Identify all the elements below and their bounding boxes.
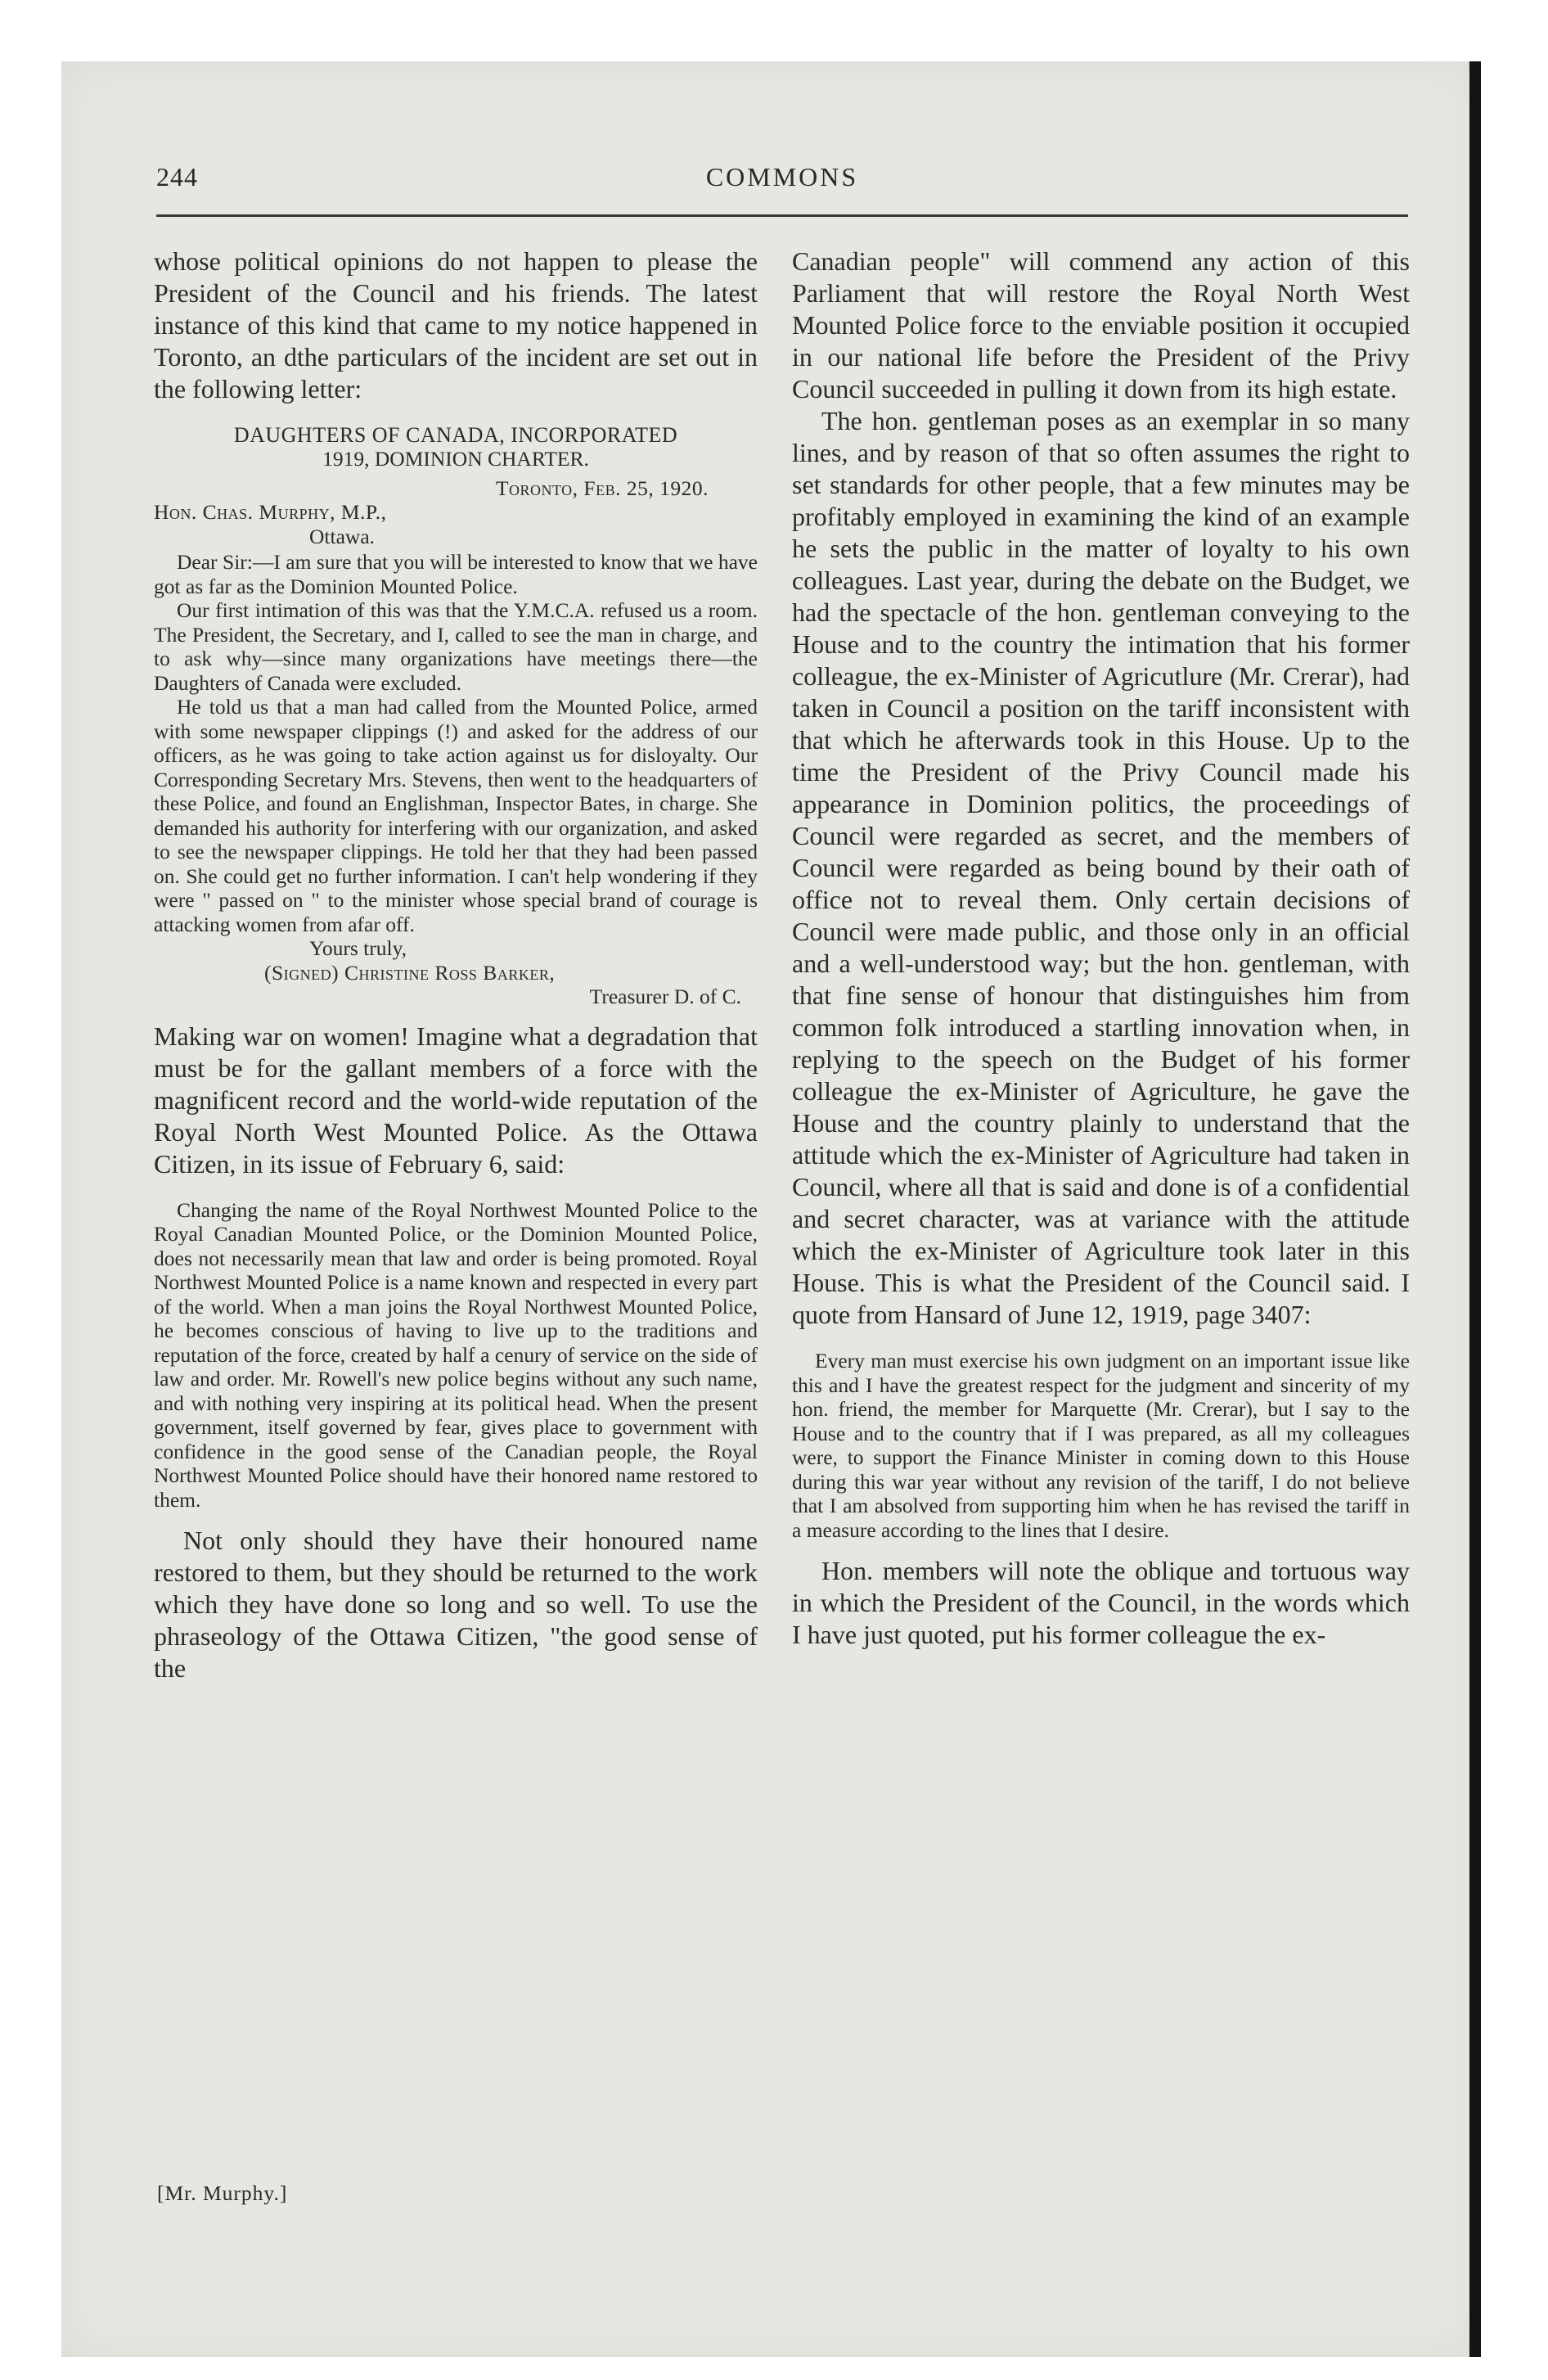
right-paragraph-3: Hon. members will note the oblique and tortuous way in which the President of the Council, in the words which I have just quoted, put his former colleague the ex- [792,1556,1410,1649]
quoted-letter [154,423,758,1009]
letter-addressee-line-2: Ottawa. [309,524,376,548]
right-paragraph-2: The hon. gentleman poses as an exemplar in so many lines, and by reason of that so often assumes the right to set standards for other people, that a few minutes may be profitably employed in examining the kind of an example he sets the public in the matter of loyalty to his own colleagues. Last year, during the debate on the Budget, we had the spectacle of the hon. gentleman conveying to the House and to the country the intimation that his former colleague, the ex-Minister of Agricutlure (Mr. Crerar), had taken in Council a position on the tariff inconsistent with that which he afterwards took in this House. Up to the time the President of the Privy Council made his appearance in Dominion politics, the proceedings of Council were regarded as secret, and the members of Council were regarded as being bound by their oath of office not to reveal them. Only certain decisions of Council were made public, and those only in an official and a well-understood way; but the hon. gentleman, with that fine sense of honour that distinguishes him from common folk introduced a startling innovation when, in replying to the speech on the Budget of his former colleague the ex-Minister of Agriculture, he gave the House and the country plainly to understand that the attitude which the ex-Minister of Agriculture had taken in Council, where all that is said and done is of a confidential and secret character, was at variance with the attitude which the ex-Minister of Agriculture took later in this House. This is what the President of the Council said. I quote from Hansard of June 12, 1919, page 3407: [792,406,1410,1329]
left-paragraph-2: Making war on women! Imagine what a degradation that must be for the gallant members of a force with the magnificent record and the world-wide reputation of the Royal North West Mounted Police. As the Ottawa Citizen, in its issue of February 6, said: [154,1021,758,1179]
letter-closing: Yours truly, [309,936,407,960]
header-rule [156,214,1408,217]
left-paragraph-1: whose political opinions do not happen to please the President of the Council and his friends. The latest instance of this kind that came to my notice happened in Toronto, an dthe particulars of the incident are set out in the following letter: [154,246,758,403]
right-paragraph-1: Canadian people" will commend any action of this Parliament that will restore the Royal North West Mounted Police force to the enviable position it occupied in our national life before the President of the Privy Council succeeded in pulling it down from its high estate. [792,246,1410,403]
page-number: 244 [156,162,198,192]
speaker-tag: [Mr. Murphy.] [157,2181,288,2205]
running-head: COMMONS [705,162,859,192]
right-column [792,246,1410,1651]
left-paragraph-3: Not only should they have their honoured name restored to them, but they should be returned to the work which they have done so long and so well. To use the phraseology of the Ottawa Citizen, "the good sense of the [154,1526,758,1683]
ottawa-citizen-quote: Changing the name of the Royal Northwest Mounted Police to the Royal Canadian Mounted Police, or the Dominion Mounted Police, does not necessarily mean that law and order is being promoted. Royal Northwest Mounted Police is a name known and respected in every part of the world. When a man joins the Royal Northwest Mounted Police, he becomes conscious of having to live up to the traditions and reputation of the force, created by half a cenury of service on the side of law and order. Mr. Rowell's new police begins without any such name, and with nothing very inspiring at its political head. When the present government, itself governed by fear, gives place to government with confidence in the good sense of the Canadian people, the Royal Northwest Mounted Police should have their honored name restored to them. [154,1197,758,1512]
letter-paragraph-1: Dear Sir:—I am sure that you will be interested to know that we have got as far as the Dominion Mounted Police. [154,550,758,598]
page-header [156,162,1408,203]
letter-paragraph-2: Our first intimation of this was that the Y.M.C.A. refused us a room. The President, the Secretary, and I, called to see the man in charge, and to ask why—since many organizations have meetings there—the Daughters of Canada were excluded. [154,598,758,695]
scan-edge-shadow [1469,61,1481,2357]
hansard-quote: Every man must exercise his own judgment on an important issue like this and I have the greatest respect for the judgment and sincerity of my hon. friend, the member for Marquette (Mr. Crerar), but I say to the House and to the country that if I was prepared, as all my colleagues were, to support the Finance Minister in coming down to this House during this war year without any revision of the tariff, I do not believe that I am absolved from supporting him when he has revised the tariff in a measure according to the lines that I desire. [792,1349,1410,1542]
letter-place-date: Toronto, Feb. 25, 1920. [495,476,709,500]
letter-org-line-2: 1919, DOMINION CHARTER. [322,447,589,471]
letter-paragraph-3: He told us that a man had called from the Mounted Police, armed with some newspaper clippings (!) and asked for the address of our officers, as he was going to take action against us for disloyalty. Our Corresponding Secretary Mrs. Stevens, then went to the headquarters of these Police, and found an Englishman, Inspector Bates, in charge. She demanded his authority for interfering with our organization, and asked to see the newspaper clippings. He told her that they had been passed on. She could get no further information. I can't help wondering if they were " passed on " to the minister whose special brand of courage is attacking women from afar off. [154,695,758,936]
letter-signature: (Signed) Christine Ross Barker, [264,960,556,985]
letter-addressee-line-1: Hon. Chas. Murphy, M.P., [154,500,387,524]
letter-signatory-title: Treasurer D. of C. [589,985,741,1008]
left-column [154,246,758,1684]
letter-org-line-1: DAUGHTERS OF CANADA, INCORPORATED [233,423,678,447]
